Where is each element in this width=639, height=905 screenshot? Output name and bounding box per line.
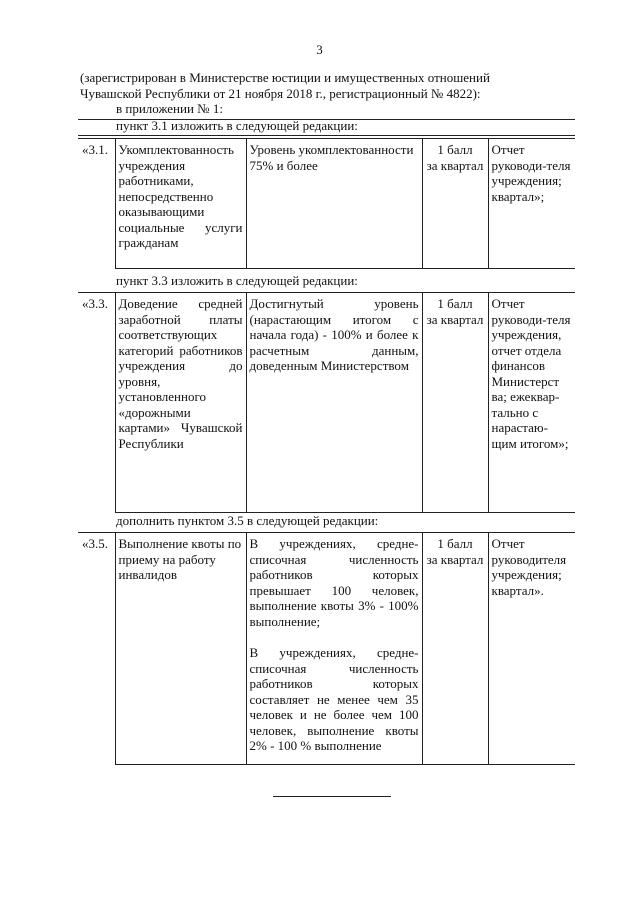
score-value: 1 балл [437,536,473,551]
evaluation-criterion: Достигнутый уровень (нарастающим итогом с начала года) - 100% и более к расчетным данным, доведенным Министерством [246,293,422,513]
score-cell [422,533,488,765]
table-row [78,293,575,513]
score-period: за квартал [426,551,484,567]
intro-line-1: (зарегистрирован в Министерстве юстиции и имущественных отношений [80,70,490,85]
report-form: Отчет руководи-теля учреждения, отчет отдела финансов Министерст ва; ежеквар-тально с нарастаю-щим итогом»; [488,293,575,513]
score-cell [422,293,488,513]
score-value: 1 балл [437,296,473,311]
item-number: «3.1. [78,139,115,269]
table-row [78,139,575,269]
criterion-paragraph-2: В учреждениях, средне-списочная численность работников которых составляет не менее чем 35 человек и не более чем 100 человек, выполнение квоты 2% - 100 % выполнение [249,645,419,753]
rule-under-instruction-3-1 [78,135,575,136]
criterion-paragraph-1: В учреждениях, средне-списочная численность работников которых превышает 100 человек, выполнение квоты 3% - 100% выполнение; [249,536,419,629]
table-row [78,533,575,765]
page-number: 3 [316,42,323,57]
instruction-3-3: пункт 3.3 изложить в следующей редакции: [116,273,358,288]
intro-line-3: в приложении № 1: [116,101,223,116]
score-period: за квартал [426,157,484,173]
table-section-3-1 [78,138,575,269]
score-cell [422,139,488,269]
evaluation-criterion: Уровень укомплектованности 75% и более [246,139,422,269]
instruction-3-1: пункт 3.1 изложить в следующей редакции: [116,118,358,133]
instruction-3-5: дополнить пунктом 3.5 в следующей редакции: [116,513,379,528]
intro-paragraph [80,70,588,117]
indicator-name: Укомплектованность учреждения работниками, непосредственно оказывающими социальные услуги гражданам [115,139,246,269]
indicator-name: Доведение средней заработной платы соответствующих категорий работников учреждения до уровня, установленного «дорожными картами» Чувашской Республики [115,293,246,513]
indicator-name: Выполнение квоты по приему на работу инвалидов [115,533,246,765]
report-form: Отчет руководителя учреждения; квартал». [488,533,575,765]
intro-line-2: Чувашской Республики от 21 ноября 2018 г., регистрационный № 4822): [80,85,481,101]
score-period: за квартал [426,311,484,327]
footnote-separator [273,796,391,797]
table-section-3-3 [78,292,575,513]
item-number: «3.3. [78,293,115,513]
item-number: «3.5. [78,533,115,765]
evaluation-criterion [246,533,422,765]
table-section-3-5 [78,532,575,765]
report-form: Отчет руководи-теля учреждения; квартал»; [488,139,575,269]
score-value: 1 балл [437,142,473,157]
